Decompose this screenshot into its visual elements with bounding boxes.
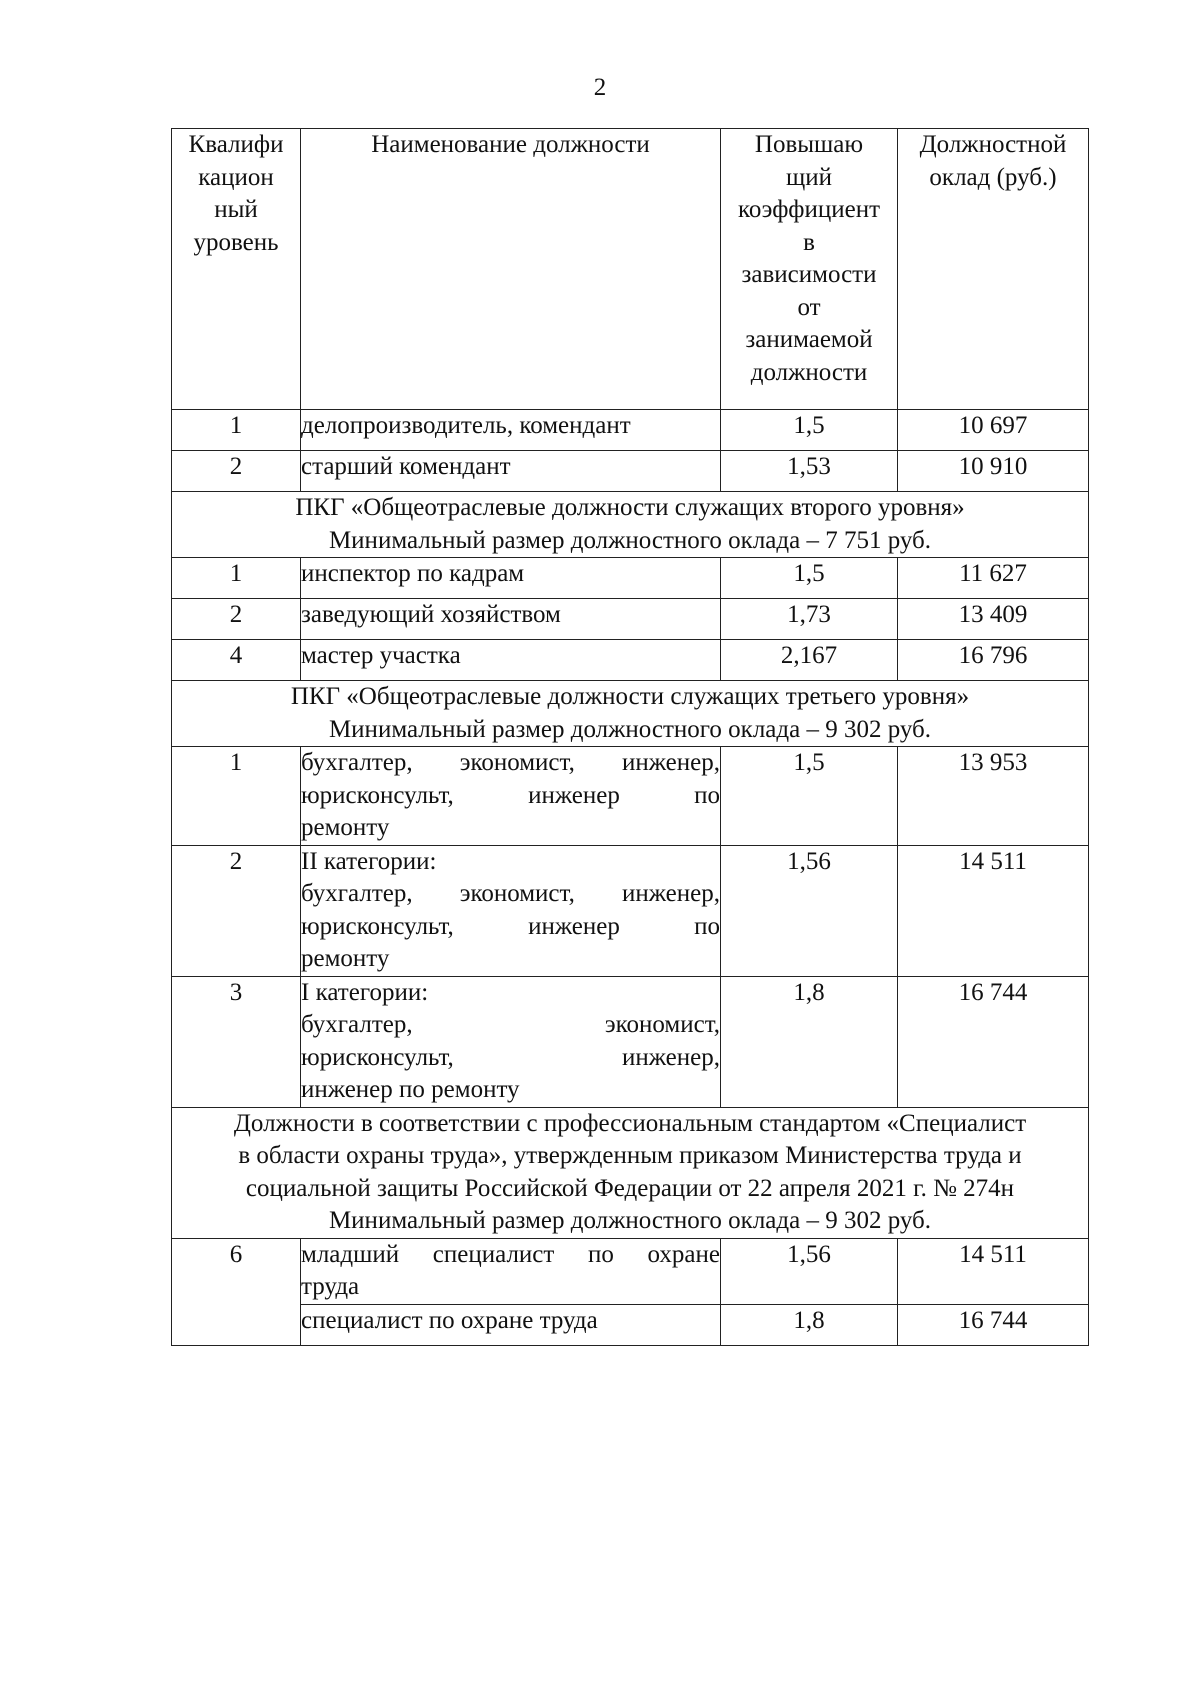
coefficient-cell: 2,167 <box>721 640 898 681</box>
header-position-name: Наименование должности <box>301 129 721 410</box>
level-cell: 1 <box>172 558 301 599</box>
table-row <box>172 976 1089 1107</box>
table-row <box>172 640 1089 681</box>
salary-cell: 16 744 <box>898 1304 1089 1345</box>
salary-cell: 10 910 <box>898 451 1089 492</box>
position-cell: мастер участка <box>301 640 721 681</box>
level-cell: 6 <box>172 1238 301 1345</box>
table-row <box>172 1238 1089 1304</box>
salary-cell: 13 409 <box>898 599 1089 640</box>
section-row <box>172 681 1089 747</box>
table-row <box>172 1304 1089 1345</box>
position-cell: старший комендант <box>301 451 721 492</box>
position-cell: делопроизводитель, комендант <box>301 410 721 451</box>
salary-cell: 16 744 <box>898 976 1089 1107</box>
coefficient-cell: 1,56 <box>721 1238 898 1304</box>
coefficient-cell: 1,53 <box>721 451 898 492</box>
header-qualification-level: Квалифи кацион ный уровень <box>172 129 301 410</box>
section-header-third-level: ПКГ «Общеотраслевые должности служащих третьего уровня» Минимальный размер должностного оклада – 9 302 руб. <box>172 681 1089 747</box>
section-row <box>172 1107 1089 1238</box>
table-row <box>172 410 1089 451</box>
table-row <box>172 845 1089 976</box>
level-cell: 2 <box>172 451 301 492</box>
coefficient-cell: 1,5 <box>721 410 898 451</box>
table-header-row <box>172 129 1089 410</box>
table-row <box>172 599 1089 640</box>
coefficient-cell: 1,73 <box>721 599 898 640</box>
level-cell: 3 <box>172 976 301 1107</box>
position-cell: бухгалтер, экономист, инженер, юрисконсульт, инженер по ремонту <box>301 747 721 846</box>
position-cell: II категории: бухгалтер, экономист, инженер, юрисконсульт, инженер по ремонту <box>301 845 721 976</box>
coefficient-cell: 1,8 <box>721 976 898 1107</box>
coefficient-cell: 1,8 <box>721 1304 898 1345</box>
level-cell: 1 <box>172 747 301 846</box>
position-cell: заведующий хозяйством <box>301 599 721 640</box>
level-cell: 2 <box>172 599 301 640</box>
header-salary: Должностной оклад (руб.) <box>898 129 1089 410</box>
coefficient-cell: 1,5 <box>721 747 898 846</box>
section-header-second-level: ПКГ «Общеотраслевые должности служащих второго уровня» Минимальный размер должностного оклада – 7 751 руб. <box>172 492 1089 558</box>
salary-cell: 10 697 <box>898 410 1089 451</box>
section-header-labor-safety: Должности в соответствии с профессиональным стандартом «Специалист в области охраны труда», утвержденным приказом Министерства труда и социальной защиты Российской Федерации от 22 апреля 2021 г. № 274н Минимальный размер должностного оклада – 9 302 руб. <box>172 1107 1089 1238</box>
salary-cell: 11 627 <box>898 558 1089 599</box>
salary-cell: 14 511 <box>898 1238 1089 1304</box>
table-row <box>172 451 1089 492</box>
salary-table <box>171 128 1089 1346</box>
level-cell: 2 <box>172 845 301 976</box>
position-cell: младший специалист по охране труда <box>301 1238 721 1304</box>
coefficient-cell: 1,56 <box>721 845 898 976</box>
level-cell: 4 <box>172 640 301 681</box>
coefficient-cell: 1,5 <box>721 558 898 599</box>
header-coefficient: Повышаю щий коэффициент в зависимости от занимаемой должности <box>721 129 898 410</box>
salary-cell: 14 511 <box>898 845 1089 976</box>
position-cell: I категории: бухгалтер, экономист, юрисконсульт, инженер, инженер по ремонту <box>301 976 721 1107</box>
section-row <box>172 492 1089 558</box>
table-row <box>172 747 1089 846</box>
level-cell: 1 <box>172 410 301 451</box>
salary-cell: 13 953 <box>898 747 1089 846</box>
table-row <box>172 558 1089 599</box>
position-cell: специалист по охране труда <box>301 1304 721 1345</box>
page-number: 2 <box>593 74 607 101</box>
position-cell: инспектор по кадрам <box>301 558 721 599</box>
salary-cell: 16 796 <box>898 640 1089 681</box>
